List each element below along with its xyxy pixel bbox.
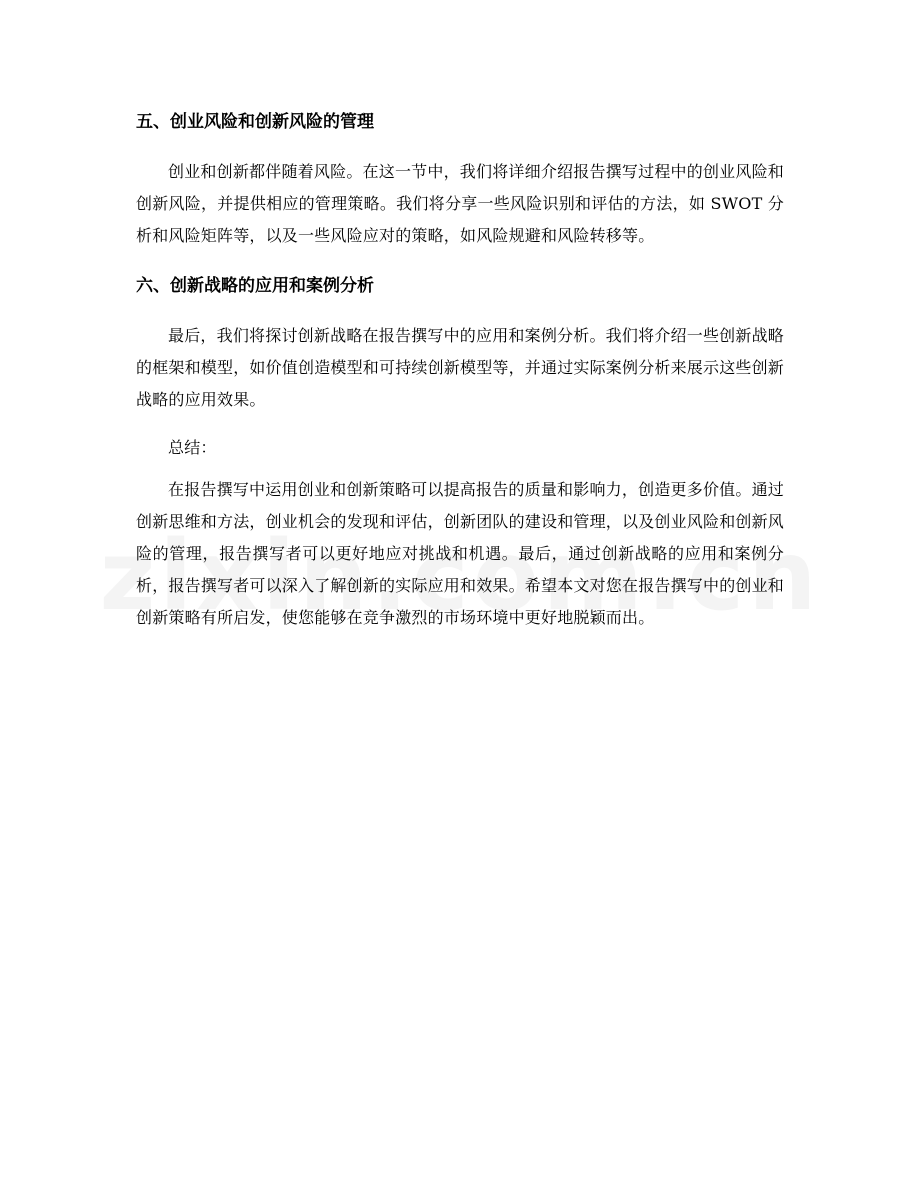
summary-paragraph: 在报告撰写中运用创业和创新策略可以提高报告的质量和影响力，创造更多价值。通过创新思维和方法，创业机会的发现和评估，创新团队的建设和管理，以及创业风险和创新风险的管理，报告撰写者可以更好地应对挑战和机遇。最后，通过创新战略的应用和案例分析，报告撰写者可以深入了解创新的实际应用和效果。希望本文对您在报告撰写中的创业和创新策略有所启发，使您能够在竞争激烈的市场环境中更好地脱颖而出。 bbox=[136, 480, 785, 627]
section-6-heading: 六、创新战略的应用和案例分析 bbox=[136, 276, 374, 296]
section-5-paragraph: 创业和创新都伴随着风险。在这一节中，我们将详细介绍报告撰写过程中的创业风险和创新风险，并提供相应的管理策略。我们将分享一些风险识别和评估的方法，如 SWOT 分析和风险矩阵等，以及一些风险应对的策略，如风险规避和风险转移等。 bbox=[136, 162, 784, 245]
section-5-heading: 五、创业风险和创新风险的管理 bbox=[136, 112, 374, 132]
document-content bbox=[136, 104, 784, 650]
summary-label: 总结： bbox=[168, 438, 217, 457]
section-6-paragraph: 最后，我们将探讨创新战略在报告撰写中的应用和案例分析。我们将介绍一些创新战略的框架和模型，如价值创造模型和可持续创新模型等，并通过实际案例分析来展示这些创新战略的应用效果。 bbox=[136, 326, 785, 409]
